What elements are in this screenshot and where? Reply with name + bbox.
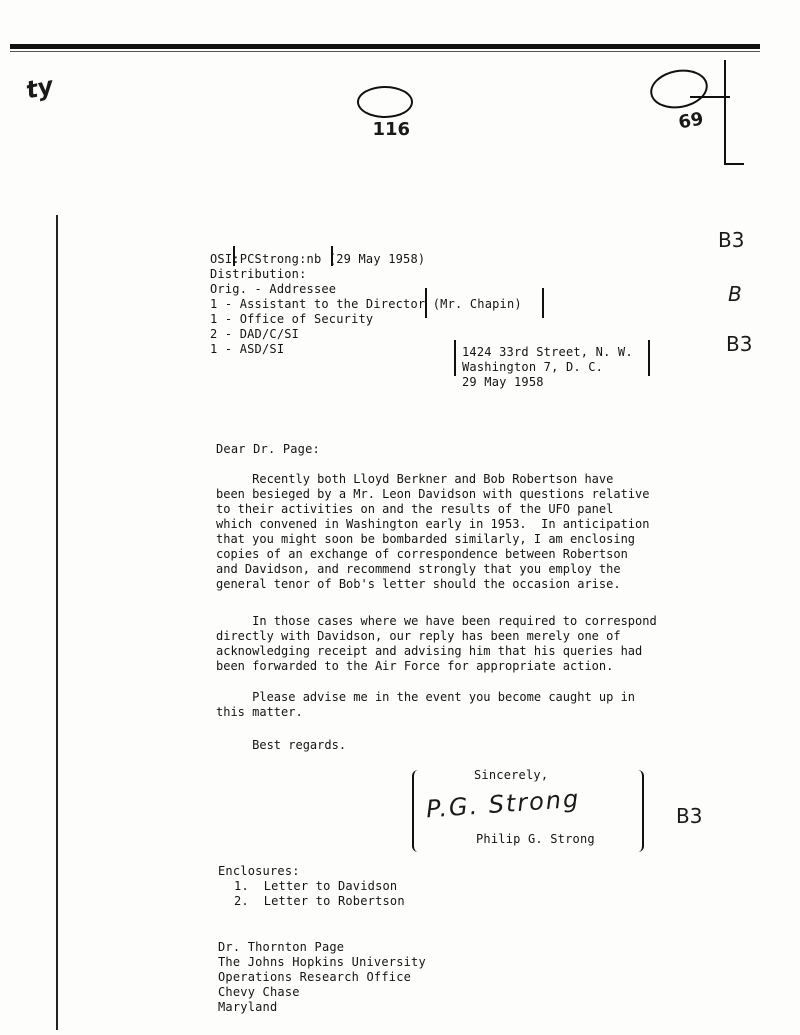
chapin-bracket bbox=[425, 288, 544, 318]
left-margin-rule bbox=[56, 215, 58, 1030]
distribution-line-2: 1 - Assistant to the Director (Mr. Chapin) bbox=[210, 297, 522, 311]
distribution-label: Distribution: bbox=[210, 267, 307, 281]
margin-note-b3-mid: B3 bbox=[726, 332, 753, 356]
address-street: 1424 33rd Street, N. W. bbox=[462, 345, 633, 359]
routing-line: OSI:PCStrong:nb (29 May 1958) bbox=[210, 252, 426, 266]
enclosures-label: Enclosures: bbox=[218, 864, 300, 878]
recipient-line-1: Dr. Thornton Page bbox=[218, 940, 345, 954]
closing: Sincerely, bbox=[474, 768, 549, 782]
enclosure-2: 2. Letter to Robertson bbox=[234, 894, 405, 908]
page-number: 116 bbox=[372, 119, 411, 140]
corner-stamp: 69 bbox=[676, 108, 706, 134]
best-regards: Best regards. bbox=[216, 738, 347, 752]
salutation: Dear Dr. Page: bbox=[216, 442, 320, 456]
body-paragraph-1: Recently both Lloyd Berkner and Bob Robertson have been besieged by a Mr. Leon Davidson with questions relative to their activities on and the results of the UFO panel which convened in Washington early in 1953. In anticipation that you might soon be bombarded similarly, I am enclosing copies of an exchange of correspondence between Robertson and Davidson, and recommend strongly that you employ the general tenor of Bob's letter should the occasion arise. bbox=[216, 472, 650, 591]
recipient-line-2: The Johns Hopkins University bbox=[218, 955, 426, 969]
body-paragraph-2: In those cases where we have been required to correspond directly with Davidson, our reply has been merely one of acknowledging receipt and advising him that his queries had been forwarded to the Air Force for appropriate action. bbox=[216, 614, 657, 673]
right-bracket-foot bbox=[724, 163, 744, 165]
corner-stamp-circle bbox=[647, 65, 711, 134]
recipient-line-3: Operations Research Office bbox=[218, 970, 412, 984]
right-bracket-mark bbox=[724, 60, 726, 165]
distribution-line-3: 1 - Office of Security bbox=[210, 312, 374, 326]
stamp-underline bbox=[690, 96, 730, 98]
routing-bracket bbox=[233, 246, 333, 266]
margin-note-b: B bbox=[728, 282, 742, 306]
recipient-line-4: Chevy Chase bbox=[218, 985, 300, 999]
body-paragraph-3: Please advise me in the event you become caught up in this matter. bbox=[216, 690, 636, 719]
distribution-line-5: 1 - ASD/SI bbox=[210, 342, 285, 356]
address-city: Washington 7, D. C. bbox=[462, 360, 604, 374]
page-number-circle bbox=[357, 86, 413, 140]
enclosure-1: 1. Letter to Davidson bbox=[234, 879, 398, 893]
top-rule-thin bbox=[10, 51, 760, 52]
corner-initials: ty bbox=[23, 71, 56, 105]
margin-note-b3-top: B3 bbox=[718, 228, 745, 252]
letter-date: 29 May 1958 bbox=[462, 375, 544, 389]
signer-name: Philip G. Strong bbox=[476, 832, 595, 846]
distribution-line-4: 2 - DAD/C/SI bbox=[210, 327, 300, 341]
top-rule bbox=[10, 44, 760, 49]
signature: P.G. Strong bbox=[425, 784, 582, 824]
margin-note-b3-bottom: B3 bbox=[676, 804, 703, 828]
distribution-line-1: Orig. - Addressee bbox=[210, 282, 337, 296]
recipient-line-5: Maryland bbox=[218, 1000, 278, 1014]
